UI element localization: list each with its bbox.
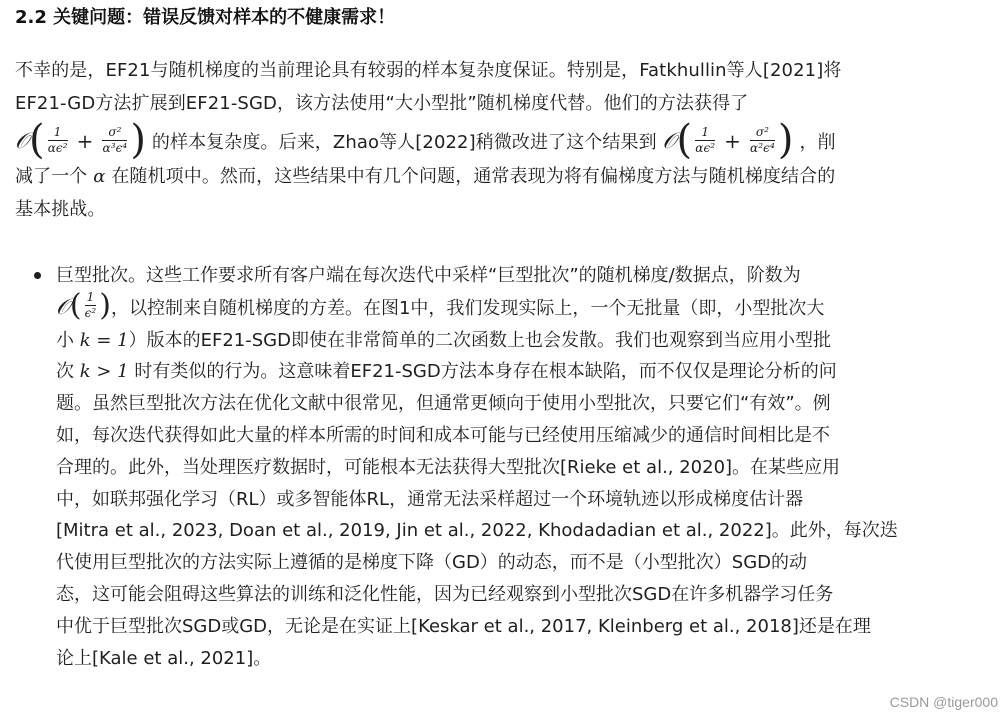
formula-sample-complexity-1: 𝒪( $\frac{1}{\text{αϵ²}}$ + $\frac{\text{σ²}}{\text{α³ϵ⁴}}$ ) bbox=[15, 117, 147, 163]
bullet-line: 论上[Kale et al., 2021]。 bbox=[56, 647, 272, 669]
bullet-line: 合理的。此外，当处理医疗数据时，可能根本无法获得大型批次[Rieke et al., 2020]。在某些应用 bbox=[56, 456, 841, 478]
bullet-line: 巨型批次。这些工作要求所有客户端在每次迭代中采样“巨型批次”的随机梯度/数据点，阶数为 bbox=[56, 265, 801, 286]
bullet-dot-icon bbox=[34, 272, 41, 279]
bullet-line: 态，这可能会阻碍这些算法的训练和泛化性能，因为已经观察到小型批次SGD在许多机器学习任务 bbox=[56, 584, 834, 606]
intro-paragraph bbox=[15, 54, 990, 226]
para-line: 减了一个 α 在随机项中。然而，这些结果中有几个问题，通常表现为将有偏梯度方法与随机梯度结合的 bbox=[15, 166, 836, 187]
bullet-line: 次 k > 1 时有类似的行为。这意味着EF21-SGD方法本身存在根本缺陷，而不仅仅是理论分析的问 bbox=[56, 361, 837, 383]
bullet-line: 题。虽然巨型批次方法在优化文献中很常见，但通常更倾向于使用小型批次，只要它们“有效”。例 bbox=[56, 393, 831, 415]
bullet-line: 中，如联邦强化学习（RL）或多智能体RL，通常无法采样超过一个环境轨迹以形成梯度估计器 bbox=[56, 488, 804, 510]
para-text: ，削 bbox=[799, 132, 836, 153]
alpha-symbol: α bbox=[93, 166, 106, 187]
formula-k-gt-1: k > 1 bbox=[79, 361, 129, 383]
bullet-line: 如，每次迭代获得如此大量的样本所需的时间和成本可能与已经使用压缩减少的通信时间相比是不 bbox=[56, 425, 830, 447]
para-text: 的样本复杂度。后来，Zhao等人[2022]稍微改进了这个结果到 bbox=[151, 132, 663, 153]
bullet-line: [Mitra et al., 2023, Doan et al., 2019, Jin et al., 2022, Khodadadian et al., 2022]。此外，每次迭 bbox=[56, 520, 898, 542]
bullet-item-mega-batch bbox=[56, 260, 986, 674]
section-heading: 2.2 关键问题：错误反馈对样本的不健康需求！ bbox=[15, 7, 396, 28]
formula-sample-complexity-2: 𝒪( $\frac{1}{\text{αϵ²}}$ + $\frac{\text{σ²}}{\text{α²ϵ⁴}}$ ) bbox=[662, 117, 794, 163]
watermark: CSDN @tiger000 bbox=[889, 694, 998, 710]
bullet-line: 小 k = 1）版本的EF21-SGD即使在非常简单的二次函数上也会发散。我们也观察到当应用小型批 bbox=[56, 329, 831, 351]
para-line: 不幸的是，EF21与随机梯度的当前理论具有较弱的样本复杂度保证。特别是，Fatkhullin等人[2021]将 bbox=[15, 60, 842, 81]
para-line: EF21-GD方法扩展到EF21-SGD，该方法使用“大小型批”随机梯度代替。他们的方法获得了 bbox=[15, 93, 749, 114]
bullet-line-with-formula: 𝒪( $\frac{1}{\text{ϵ²}}$ )，以控制来自随机梯度的方差。在图1中，我们发现实际上，一个无批量（即，小型批次大 bbox=[56, 287, 825, 323]
bullet-line: 代使用巨型批次的方法实际上遵循的是梯度下降（GD）的动态，而不是（小型批次）SGD的动 bbox=[56, 552, 808, 574]
formula-k-eq-1: k = 1 bbox=[79, 329, 129, 351]
formula-order: 𝒪( $\frac{1}{\text{ϵ²}}$ ) bbox=[56, 287, 111, 323]
para-line: 基本挑战。 bbox=[15, 199, 106, 220]
bullet-line: 中优于巨型批次SGD或GD，无论是在实证上[Keskar et al., 2017, Kleinberg et al., 2018]还是在理 bbox=[56, 615, 871, 637]
para-line-with-formulas bbox=[15, 116, 990, 166]
